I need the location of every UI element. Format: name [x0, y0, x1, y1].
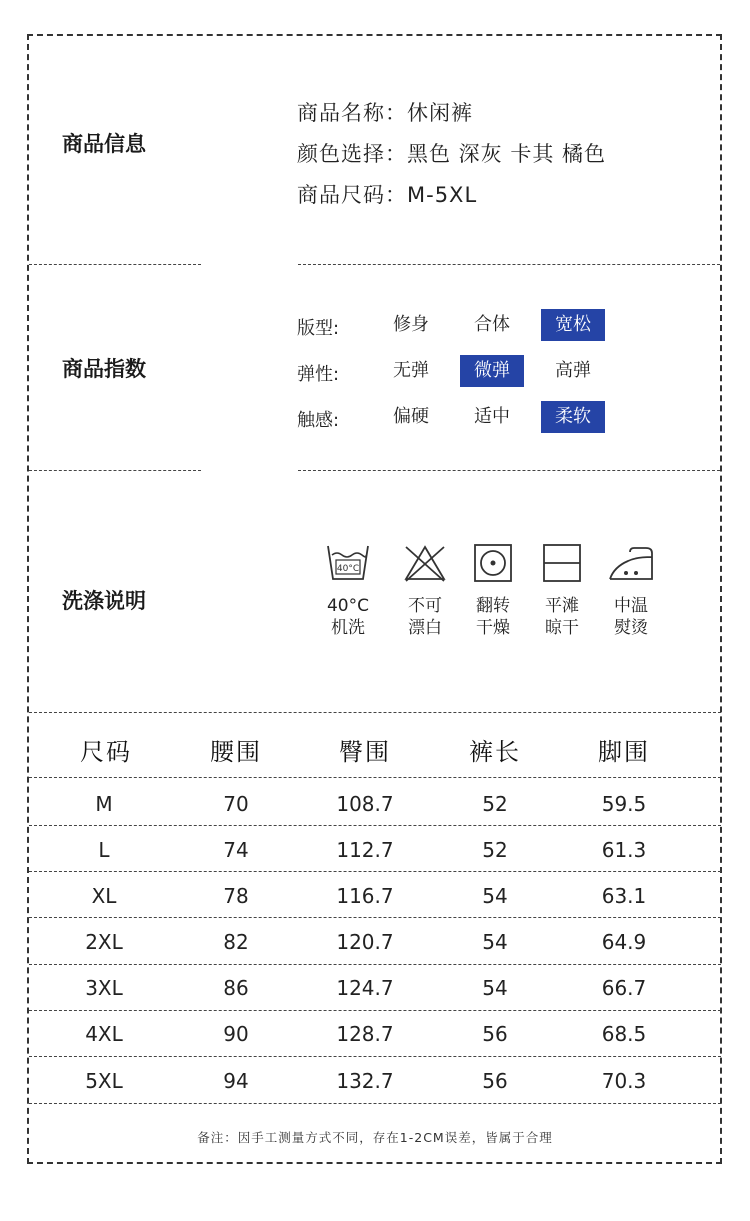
index-option-selected: 柔软 — [541, 401, 605, 433]
table-cell: XL — [91, 884, 117, 908]
table-cell: 128.7 — [336, 1022, 394, 1046]
table-cell: 56 — [482, 1022, 508, 1046]
table-cell: 120.7 — [336, 930, 394, 954]
info-colors: 颜色选择：黑色 深灰 卡其 橘色 — [297, 142, 607, 166]
care-item-bleach — [390, 543, 460, 639]
table-cell: 94 — [223, 1069, 249, 1093]
table-cell: 82 — [223, 930, 249, 954]
table-cell: 52 — [482, 838, 508, 862]
table-cell: 132.7 — [336, 1069, 394, 1093]
table-header-size: 尺码 — [80, 738, 132, 766]
care-label-line1: 中温 — [614, 596, 648, 616]
wash-40c-icon — [325, 543, 371, 583]
table-cell: 70.3 — [601, 1069, 647, 1093]
table-row-line — [29, 777, 721, 778]
table-cell: 64.9 — [601, 930, 647, 954]
index-label: 弹性: — [297, 364, 340, 385]
table-header-waist: 腰围 — [210, 738, 262, 766]
table-top-line — [29, 712, 721, 713]
care-label-line1: 翻转 — [476, 596, 510, 616]
table-cell: 54 — [482, 976, 508, 1000]
index-option: 偏硬 — [393, 406, 429, 427]
care-label-line2: 漂白 — [408, 618, 442, 638]
table-cell: 86 — [223, 976, 249, 1000]
table-cell: 54 — [482, 884, 508, 908]
table-cell: 68.5 — [601, 1022, 647, 1046]
table-cell: 54 — [482, 930, 508, 954]
divider-left — [29, 264, 201, 265]
table-cell: 74 — [223, 838, 249, 862]
divider-right — [298, 470, 720, 471]
care-item-iron — [596, 543, 666, 639]
table-row-line — [29, 917, 721, 918]
table-cell: M — [95, 792, 113, 816]
care-label-line2: 机洗 — [331, 618, 365, 638]
table-header-hem: 脚围 — [598, 738, 650, 766]
index-option: 高弹 — [555, 360, 591, 381]
table-cell: 4XL — [85, 1022, 123, 1046]
care-label-line2: 干燥 — [476, 618, 510, 638]
care-label-line2: 晾干 — [545, 618, 579, 638]
footnote: 备注：因手工测量方式不同，存在1-2CM误差，皆属于合理 — [197, 1130, 553, 1145]
index-label: 触感: — [297, 410, 340, 431]
table-row-line — [29, 825, 721, 826]
table-cell: 61.3 — [601, 838, 647, 862]
table-cell: 112.7 — [336, 838, 394, 862]
table-bottom-line — [29, 1103, 721, 1104]
table-cell: 2XL — [85, 930, 123, 954]
table-cell: 3XL — [85, 976, 123, 1000]
tumble-dry-icon — [470, 543, 516, 583]
table-row-line — [29, 1010, 721, 1011]
table-cell: 108.7 — [336, 792, 394, 816]
info-sizes: 商品尺码：M-5XL — [297, 183, 478, 207]
care-item-wash — [313, 543, 383, 639]
care-label-line1: 平滩 — [545, 596, 579, 616]
table-cell: 66.7 — [601, 976, 647, 1000]
care-label-line2: 熨烫 — [614, 618, 648, 638]
table-row-line — [29, 871, 721, 872]
divider-left — [29, 470, 201, 471]
table-cell: L — [98, 838, 110, 862]
no-bleach-icon — [402, 543, 448, 583]
care-label-line1: 不可 — [408, 596, 442, 616]
table-cell: 59.5 — [601, 792, 647, 816]
table-cell: 70 — [223, 792, 249, 816]
dry-flat-icon — [539, 543, 585, 583]
section-title-care: 洗涤说明 — [62, 589, 146, 613]
table-cell: 56 — [482, 1069, 508, 1093]
care-item-dry — [458, 543, 528, 639]
divider-right — [298, 264, 720, 265]
care-label-line1: 40°C — [326, 596, 369, 616]
section-title-info: 商品信息 — [62, 132, 146, 156]
table-header-length: 裤长 — [469, 738, 521, 766]
index-option-selected: 微弹 — [460, 355, 524, 387]
table-cell: 90 — [223, 1022, 249, 1046]
table-row-line — [29, 1056, 721, 1057]
index-option-selected: 宽松 — [541, 309, 605, 341]
table-cell: 5XL — [85, 1069, 123, 1093]
index-label: 版型: — [297, 318, 340, 339]
index-option: 适中 — [474, 406, 510, 427]
table-cell: 52 — [482, 792, 508, 816]
table-row-line — [29, 964, 721, 965]
table-cell: 63.1 — [601, 884, 647, 908]
section-title-index: 商品指数 — [62, 357, 146, 381]
care-item-flat — [527, 543, 597, 639]
index-option: 合体 — [474, 314, 510, 335]
wash-temp-badge: 40°C — [336, 564, 360, 574]
index-option: 无弹 — [393, 360, 429, 381]
table-cell: 116.7 — [336, 884, 394, 908]
table-cell: 78 — [223, 884, 249, 908]
index-option: 修身 — [393, 314, 429, 335]
table-header-hip: 臀围 — [339, 738, 391, 766]
iron-medium-icon — [606, 543, 656, 583]
table-cell: 124.7 — [336, 976, 394, 1000]
info-name: 商品名称：休闲裤 — [297, 101, 473, 125]
